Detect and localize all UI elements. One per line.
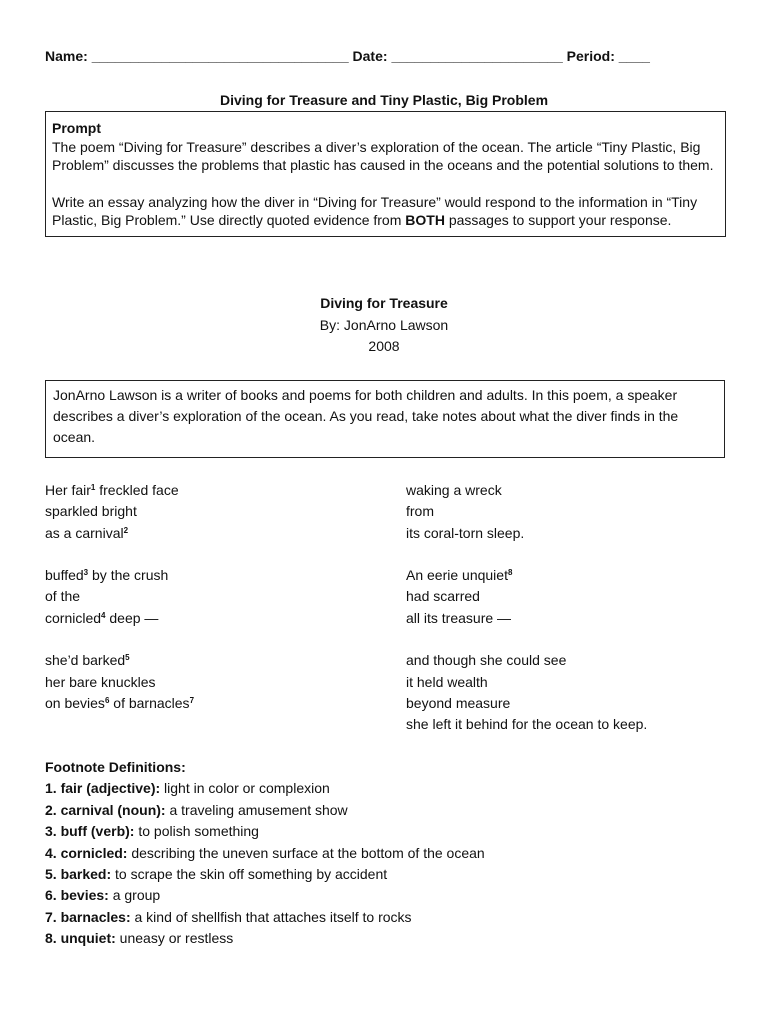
footnote-item: 3. buff (verb): to polish something [45, 823, 259, 840]
poem-line: she left it behind for the ocean to keep. [406, 716, 648, 733]
poem-line: on bevies$^6$ of barnacles$^7$ [45, 694, 195, 711]
poem-line: as a carnival$^2$ [45, 524, 129, 541]
poem-intro-text: JonArno Lawson is a writer of books and poems for both children and adults. In this poem, a speaker describes a diver’s exploration of the ocean. As you read, take notes about what the diver finds in the ocean. [53, 387, 679, 445]
footnote-definitions [45, 757, 485, 950]
stanza [45, 480, 194, 544]
footnote-item: 4. cornicled: describing the uneven surface at the bottom of the ocean [45, 844, 485, 861]
footnote-item: 1. fair (adjective): light in color or complexion [45, 780, 330, 797]
poem-line: had scarred [406, 588, 480, 605]
poem-line: her bare knuckles [45, 673, 156, 690]
footnote-item: 5. barked: to scrape the skin off something by accident [45, 866, 388, 883]
stanza [406, 480, 647, 544]
footnote-item: 2. carnival (noun): a traveling amusement show [45, 801, 348, 818]
poem-line: An eerie unquiet$^8$ [406, 567, 513, 584]
prompt-paragraph-2 [52, 193, 719, 230]
prompt-emphasis: BOTH [405, 212, 445, 228]
poem-line: she’d barked$^5$ [45, 652, 130, 669]
poem-line: from [406, 503, 434, 520]
document-title: Diving for Treasure and Tiny Plastic, Big Problem [219, 92, 549, 108]
footnote-item: 6. bevies: a group [45, 887, 161, 904]
prompt-p2-text: Write an essay analyzing how the diver in “Diving for Treasure” would respond to the information in “Tiny Plastic, Big Problem.” Use directly quoted evidence from [52, 193, 698, 228]
stanza [406, 650, 647, 735]
poem-line: sparkled bright [45, 503, 137, 520]
date-label: Date: [352, 48, 388, 64]
stanza [406, 565, 647, 629]
poem-line: all its treasure — [406, 609, 512, 626]
poem-line: of the [45, 588, 81, 605]
poem-line: beyond measure [406, 694, 511, 711]
stanza [45, 650, 194, 714]
name-label: Name: [45, 48, 88, 64]
poem-line: buffed$^3$ by the crush [45, 567, 169, 584]
poem-line: and though she could see [406, 652, 567, 669]
period-blank[interactable]: ____ [618, 48, 650, 64]
poem-line: it held wealth [406, 673, 488, 690]
poem-line: cornicled$^4$ deep — [45, 609, 159, 626]
poem-year: 2008 [368, 338, 400, 354]
date-blank[interactable]: ______________________ [391, 48, 563, 64]
poem-byline: By: JonArno Lawson [319, 316, 449, 333]
prompt-box [45, 111, 726, 237]
poem-column-left [45, 480, 194, 736]
poem-line: waking a wreck [406, 482, 502, 498]
poem-intro-box [45, 380, 725, 458]
worksheet-header [45, 46, 725, 67]
footnote-item: 7. barnacles: a kind of shellfish that attaches itself to rocks [45, 908, 412, 925]
period-label: Period: [566, 48, 615, 64]
footnote-item: 8. unquiet: uneasy or restless [45, 930, 234, 947]
poem-line: its coral-torn sleep. [406, 524, 525, 541]
stanza [45, 565, 194, 629]
prompt-p2-tail: passages to support your response. [444, 212, 672, 228]
poem-title: Diving for Treasure [320, 295, 448, 311]
prompt-paragraph-1: The poem “Diving for Treasure” describes a diver’s exploration of the ocean. The article “Tiny Plastic, Big Problem” discusses the problems that plastic has caused in the oceans and the potential solutions to them. [52, 138, 714, 173]
poem-column-right [406, 480, 647, 757]
poem-line: Her fair$^1$ freckled face [45, 482, 179, 498]
footnote-heading: Footnote Definitions: [45, 759, 186, 775]
name-blank[interactable]: _________________________________ [91, 48, 349, 64]
poem-heading [0, 293, 768, 358]
prompt-heading: Prompt [52, 120, 101, 136]
